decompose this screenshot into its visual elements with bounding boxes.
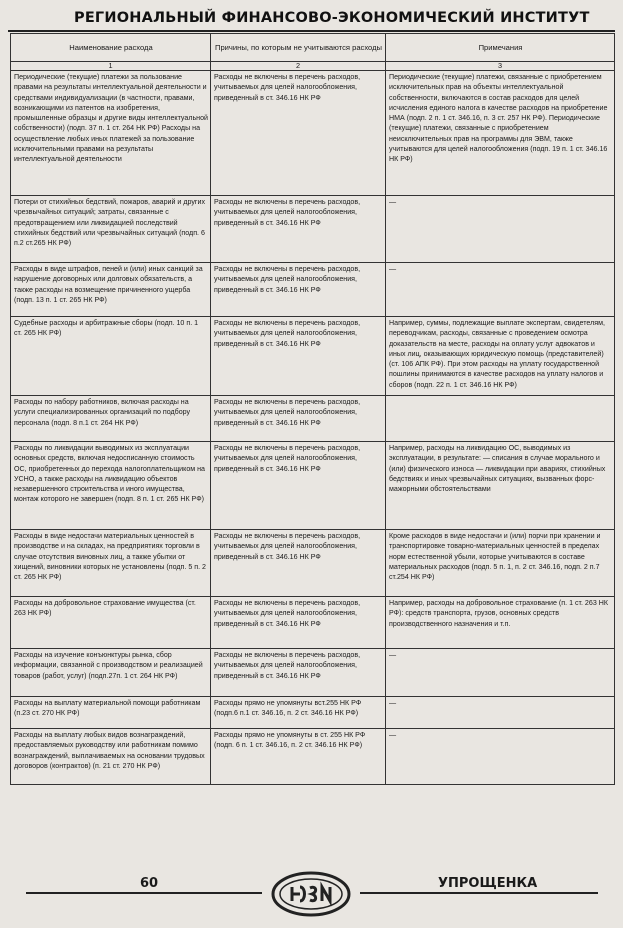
footer-rule-left: [26, 892, 262, 894]
header-expense-name: Наименование расхода: [11, 34, 211, 62]
expense-name: Расходы по набору работников, включая расходы на услуги специализированных организаций по подбору персонала (подп. 8 п.1 ст. 264 НК РФ): [11, 396, 211, 442]
column-number-row: [11, 62, 615, 71]
expense-note: —: [386, 263, 615, 317]
header-reason: Причины, по которым не учитываются расходы: [211, 34, 386, 62]
expense-note: —: [386, 649, 615, 697]
table-row: [11, 196, 615, 263]
expense-name: Расходы на добровольное страхование имущества (ст. 263 НК РФ): [11, 597, 211, 649]
expense-name: Расходы на выплату материальной помощи работникам (п.23 ст. 270 НК РФ): [11, 697, 211, 729]
table-row: [11, 697, 615, 729]
expense-note: [386, 396, 615, 442]
page-footer: [0, 866, 623, 926]
page-header: [0, 0, 623, 36]
table-row: [11, 317, 615, 396]
header-notes: Примечания: [386, 34, 615, 62]
expense-reason: Расходы не включены в перечень расходов, учитываемых для целей налогообложения, приведенный в ст. 346.16 НК РФ: [211, 71, 386, 196]
expenses-table: [10, 33, 615, 785]
expense-note: Кроме расходов в виде недостачи и (или) порчи при хранении и транспортировке товарно-материальных ценностей в пределах норм естественной убыли, которые учитываются в составе материальных расходов (подп. 5 п. 1, п. 2 ст. 346.16, подп. 2 п.7 ст.254 НК РФ): [386, 530, 615, 597]
table-row: [11, 530, 615, 597]
expense-note: Например, расходы на добровольное страхование (п. 1 ст. 263 НК РФ): средств транспорта, грузов, основных средств производственного назначения и т.п.: [386, 597, 615, 649]
expense-name: Потери от стихийных бедствий, пожаров, аварий и других чрезвычайных ситуаций; затраты, связанные с предотвращением или ликвидацией последствий стихийных бедствий или чрезвычайных ситуаций (подп. 6 п.2 ст.265 НК РФ): [11, 196, 211, 263]
rfei-logo-icon: [270, 870, 352, 918]
table-row: [11, 442, 615, 530]
expense-name: Расходы в виде недостачи материальных ценностей в производстве и на складах, на предприятиях торговли в случае отсутствия виновных лиц, а также убытки от хищений, виновники которых не установлены (подп. 5 п. 2 ст. 265 НК РФ): [11, 530, 211, 597]
expense-name: Расходы в виде штрафов, пеней и (или) иных санкций за нарушение договорных или долговых обязательств, а также расходы на возмещение причиненного ущерба (подп. 13 п. 1 ст. 265 НК РФ): [11, 263, 211, 317]
column-number-1: 1: [11, 62, 211, 71]
page-number: 60: [140, 876, 159, 891]
expense-note: Например, суммы, подлежащие выплате экспертам, свидетелям, переводчикам, расходы, связанные с проведением осмотра доказательств на месте, расходы на оплату услуг адвокатов и иных лиц, оказывающих юридическую помощь (представителей) (ст. 106 АПК РФ). При этом расходы на уплату государственной пошлины принимаются в качестве расходов на уплату налогов и сборов (подп. 22 п. 1 ст. 346.16 НК РФ): [386, 317, 615, 396]
expense-note: —: [386, 196, 615, 263]
expense-note: —: [386, 729, 615, 785]
expense-reason: Расходы не включены в перечень расходов, учитываемых для целей налогообложения, приведенный в ст. 346.16 НК РФ: [211, 263, 386, 317]
expense-reason: Расходы не включены в перечень расходов, учитываемых для целей налогообложения, приведенный в ст. 346.16 НК РФ: [211, 597, 386, 649]
table-row: [11, 729, 615, 785]
expense-reason: Расходы не включены в перечень расходов, учитываемых для целей налогообложения, приведенный в ст. 346.16 НК РФ: [211, 317, 386, 396]
header-rule: [8, 30, 615, 32]
expense-name: Расходы на изучение конъюнктуры рынка, сбор информации, связанной с производством и реализацией товаров (работ, услуг) (подп.27п. 1 ст. 264 НК РФ): [11, 649, 211, 697]
expense-reason: Расходы не включены в перечень расходов, учитываемых для целей налогообложения, приведенный в ст. 346.16 НК РФ: [211, 196, 386, 263]
expense-note: Например, расходы на ликвидацию ОС, выводимых из эксплуатации, в результате: — списания в случае морального и (или) физического износа — ликвидации при авариях, стихийных бедствиях и иных чрезвычайных ситуациях, вызванных форс-мажорными обстоятельствами: [386, 442, 615, 530]
expense-reason: Расходы прямо не упомянуты в ст. 255 НК РФ (подп. 6 п. 1 ст. 346.16, п. 2 ст. 346.16 НК РФ): [211, 729, 386, 785]
table-row: [11, 597, 615, 649]
table-row: [11, 649, 615, 697]
expense-name: Периодические (текущие) платежи за пользование правами на результаты интеллектуальной деятельности и средствами индивидуализации (в частности, правами, возникающими из патентов на изобретения, промышленные образцы и другие виды интеллектуальной собственности) (подп. 37 п. 1 ст. 264 НК РФ) Расходы на осуществление любых иных платежей за пользование исключительными правами на результаты интеллектуальной деятельности: [11, 71, 211, 196]
expense-name: Расходы по ликвидации выводимых из эксплуатации основных средств, включая недосписанную стоимость ОС, приобретенных до перехода налогоплательщиком на УСНО, а также расходы на ликвидацию объектов незавершенного строительства и иного имущества, монтаж которого не завершен (подп. 8 п. 1 ст. 265 НК РФ): [11, 442, 211, 530]
table-row: [11, 396, 615, 442]
column-number-3: 3: [386, 62, 615, 71]
expense-reason: Расходы не включены в перечень расходов, учитываемых для целей налогообложения, приведенный в ст. 346.16 НК РФ: [211, 396, 386, 442]
book-name: УПРОЩЕНКА: [438, 876, 538, 891]
expense-note: —: [386, 697, 615, 729]
expense-reason: Расходы не включены в перечень расходов, учитываемых для целей налогообложения, приведенный в ст. 346.16 НК РФ: [211, 649, 386, 697]
footer-rule-right: [360, 892, 598, 894]
column-number-2: 2: [211, 62, 386, 71]
expense-reason: Расходы прямо не упомянуты вст.255 НК РФ (подп.6 п.1 ст. 346.16, п. 2 ст. 346.16 НК РФ): [211, 697, 386, 729]
table-row: [11, 71, 615, 196]
expense-name: Расходы на выплату любых видов вознаграждений, предоставляемых руководству или работникам помимо вознаграждений, выплачиваемых на основании трудовых договоров (контрактов) (п. 21 ст. 270 НК РФ): [11, 729, 211, 785]
expense-name: Судебные расходы и арбитражные сборы (подп. 10 п. 1 ст. 265 НК РФ): [11, 317, 211, 396]
expense-note: Периодические (текущие) платежи, связанные с приобретением исключительных прав на объекты интеллектуальной собственности, включаются в состав расходов для целей исчисления единого налога в качестве расходов на приобретение НМА (подп. 2 п. 1 ст. 346.16, п. 3 ст. 257 НК РФ). Периодические (текущие) платежи, связанные с приобретением неисключительных прав на программы для ЭВМ, также учитываются для целей налогообложения (подп. 19 п. 1 ст. 346.16 НК РФ): [386, 71, 615, 196]
expense-reason: Расходы не включены в перечень расходов, учитываемых для целей налогообложения, приведенный в ст. 346.16 НК РФ: [211, 530, 386, 597]
institute-title: РЕГИОНАЛЬНЫЙ ФИНАНСОВО-ЭКОНОМИЧЕСКИЙ ИНСТИТУТ: [74, 10, 590, 26]
table-header-row: [11, 34, 615, 62]
table-row: [11, 263, 615, 317]
expense-reason: Расходы не включены в перечень расходов, учитываемых для целей налогообложения, приведенный в ст. 346.16 НК РФ: [211, 442, 386, 530]
